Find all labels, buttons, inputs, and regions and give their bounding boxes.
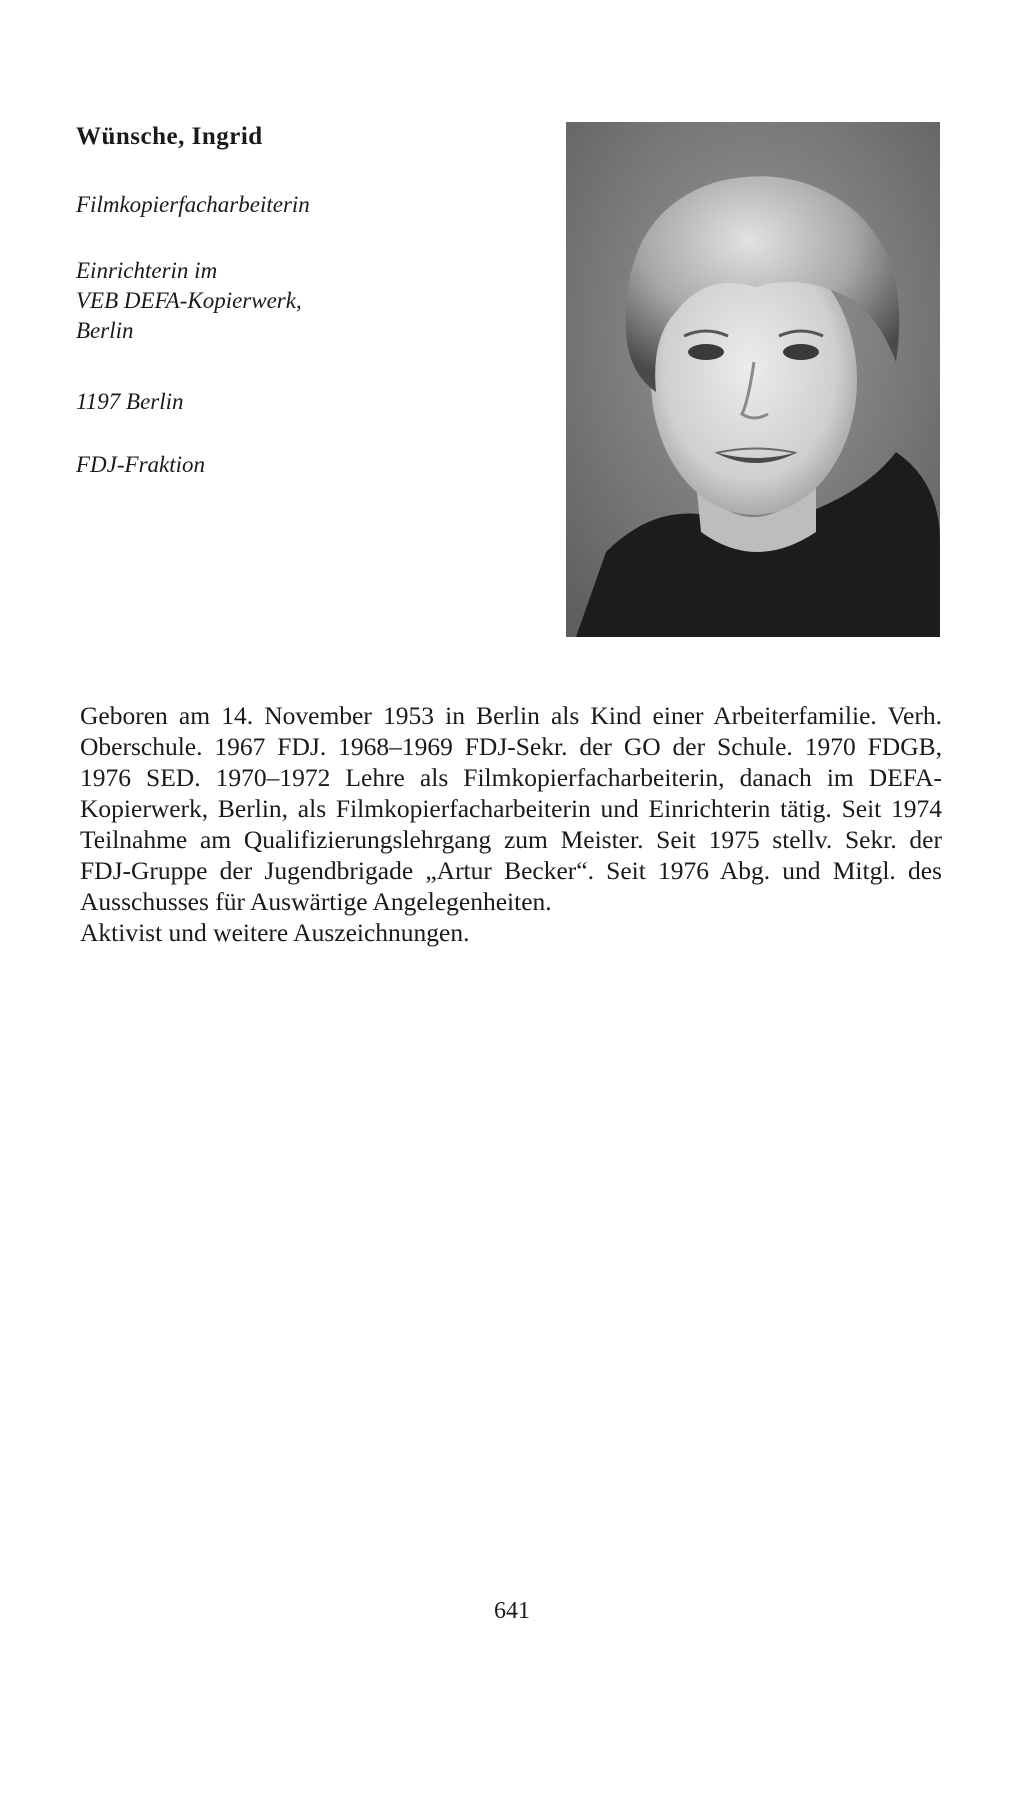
residence-text: 1197 Berlin <box>76 389 184 414</box>
biography <box>80 700 942 948</box>
page-number: 641 <box>494 1598 530 1624</box>
biography-text: Geboren am 14. November 1953 in Berlin als Kind einer Arbeiterfamilie. Verh. Oberschule. 1967 FDJ. 1968–1969 FDJ-Sekr. der GO der Schule. 1970 FDGB, 1976 SED. 1970–1972 Lehre als Filmkopierfacharbeiterin, danach im DEFA-Kopierwerk, Berlin, als Filmkopierfacharbeiterin und Einrichterin tätig. Seit 1974 Teilnahme am Qualifizierungslehrgang zum Meister. Seit 1975 stellv. Sekr. der FDJ-Gruppe der Jugendbrigade „Artur Becker“. Seit 1976 Abg. und Mitgl. des Ausschusses für Auswärtige Angelegenheiten. <box>80 701 942 916</box>
portrait-photo <box>566 122 940 637</box>
workplace-line: VEB DEFA-Kopierwerk, <box>76 288 302 313</box>
faction-text: FDJ-Fraktion <box>76 452 206 477</box>
residence <box>76 387 184 417</box>
occupation <box>76 190 310 220</box>
awards-text: Aktivist und weitere Auszeichnungen. <box>80 918 470 947</box>
workplace <box>76 256 302 346</box>
person-name: Wünsche, Ingrid <box>76 123 263 150</box>
workplace-line: Berlin <box>76 318 134 343</box>
portrait-illustration <box>566 122 940 637</box>
faction <box>76 450 205 480</box>
occupation-text: Filmkopierfacharbeiterin <box>76 192 310 217</box>
workplace-line: Einrichterin im <box>76 258 218 283</box>
